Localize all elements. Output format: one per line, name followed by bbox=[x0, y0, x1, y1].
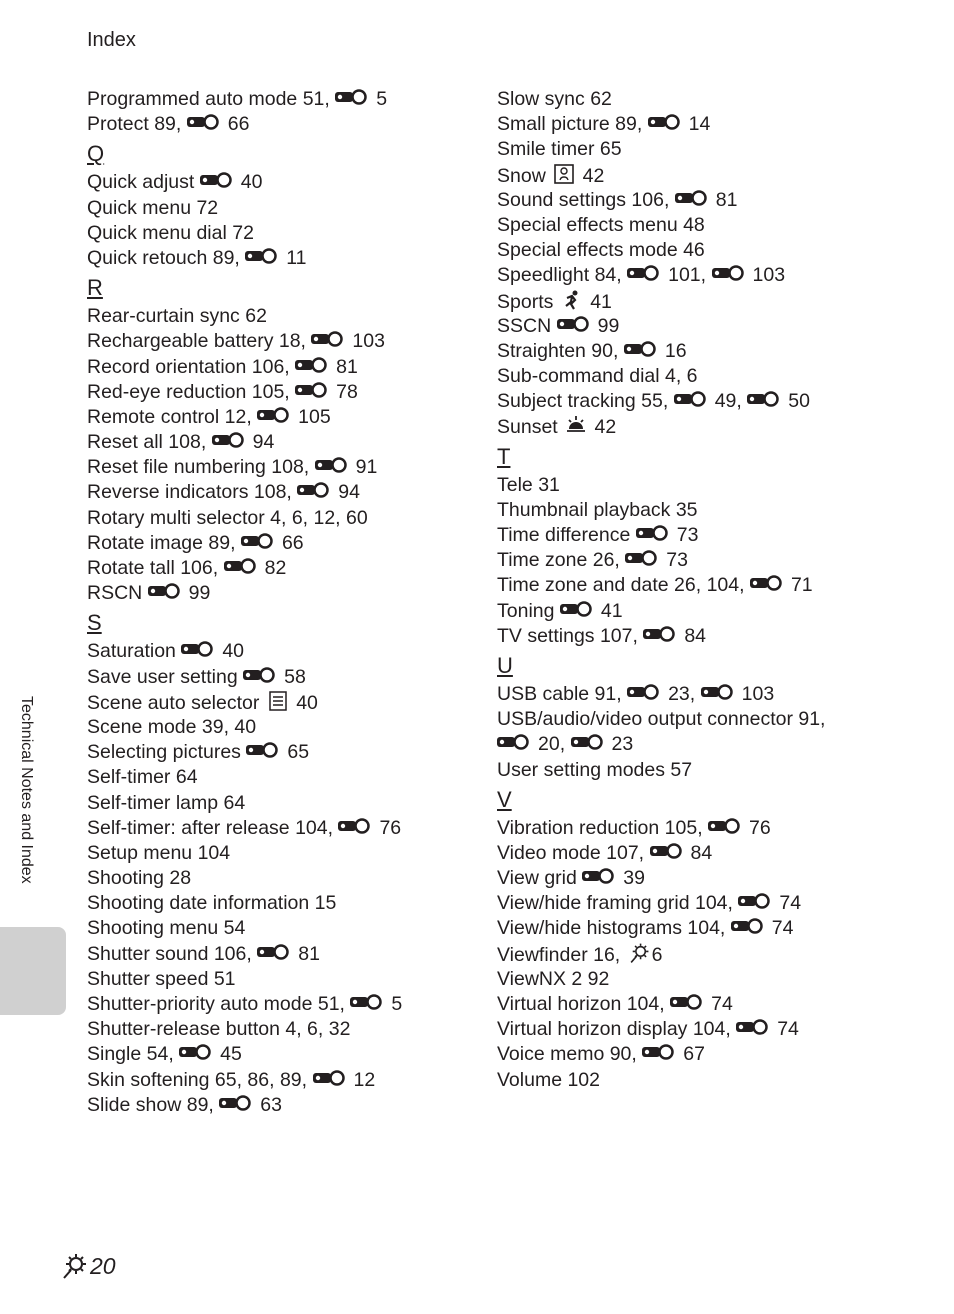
reference-section-icon bbox=[701, 683, 741, 701]
reference-section-icon bbox=[224, 557, 264, 575]
index-entry bbox=[87, 455, 487, 480]
index-entry-text: 74 bbox=[779, 892, 802, 915]
index-entry bbox=[87, 405, 487, 430]
index-entry bbox=[497, 682, 897, 707]
index-entry-text: Rotate tall 106, bbox=[87, 557, 224, 579]
index-entry bbox=[497, 364, 897, 389]
reference-section-icon bbox=[708, 817, 748, 835]
index-entry-text: 41 bbox=[584, 290, 612, 313]
index-entry-text: Protect 89, bbox=[87, 113, 187, 136]
index-entry bbox=[497, 732, 897, 757]
index-entry-text: Self-timer 64 bbox=[87, 766, 198, 789]
reference-section-icon bbox=[582, 867, 622, 885]
index-entry-text: Setup menu 104 bbox=[87, 841, 231, 864]
index-entry-text: Time zone 26, bbox=[497, 549, 626, 572]
index-entry bbox=[87, 581, 487, 606]
index-entry bbox=[497, 707, 897, 732]
index-entry-text: Quick menu 72 bbox=[87, 196, 219, 219]
index-entry bbox=[87, 430, 487, 455]
index-entry-text: Virtual horizon display 104, bbox=[497, 1018, 737, 1041]
index-entry-text: Scene mode 39, 40 bbox=[87, 715, 257, 738]
index-entry bbox=[87, 765, 487, 790]
index-entry-text: , bbox=[736, 390, 748, 413]
index-entry-text: 41 bbox=[600, 599, 623, 622]
index-entry-text: 94 bbox=[252, 431, 275, 454]
sports-icon bbox=[561, 289, 583, 311]
reference-section-icon bbox=[648, 113, 688, 131]
index-entry bbox=[87, 196, 487, 221]
index-entry-text: 23 bbox=[611, 733, 634, 756]
index-entry-text: 23 bbox=[668, 682, 690, 705]
index-entry-text: 42 bbox=[577, 164, 605, 187]
index-entry bbox=[497, 891, 897, 916]
reference-section-icon bbox=[315, 456, 355, 474]
index-entry bbox=[87, 639, 487, 664]
index-entry-text: Sound settings 106, bbox=[497, 188, 675, 211]
index-entry-text: 63 bbox=[260, 1093, 282, 1116]
index-entry-text: 66 bbox=[281, 531, 304, 554]
index-entry bbox=[497, 238, 897, 263]
index-entry-text: USB cable 91, bbox=[497, 682, 628, 705]
reference-section-icon bbox=[624, 340, 664, 358]
reference-section-icon bbox=[731, 917, 771, 935]
index-entry-text: 58 bbox=[284, 665, 306, 688]
index-entry bbox=[497, 816, 897, 841]
index-entry bbox=[497, 339, 897, 364]
index-entry-text: 101 bbox=[668, 264, 701, 287]
index-entry-text: 11 bbox=[286, 246, 307, 269]
reference-section-icon bbox=[627, 264, 667, 282]
index-entry bbox=[497, 758, 897, 783]
index-entry-text: Shooting date information 15 bbox=[87, 892, 337, 915]
index-entry-text: 67 bbox=[683, 1043, 705, 1066]
index-entry bbox=[87, 506, 487, 531]
index-letter-heading: R bbox=[87, 275, 103, 301]
index-letter-heading: V bbox=[497, 786, 512, 812]
index-entry-text: 40 bbox=[240, 171, 263, 194]
reference-section-icon bbox=[243, 666, 283, 684]
index-entry-text: 91 bbox=[355, 456, 378, 479]
index-entry-text: 76 bbox=[379, 816, 402, 839]
index-entry bbox=[87, 1068, 487, 1093]
index-entry-text: RSCN bbox=[87, 582, 148, 605]
index-entry bbox=[497, 523, 897, 548]
index-entry-text: 81 bbox=[298, 942, 320, 965]
index-entry bbox=[497, 624, 897, 649]
index-entry-text: Self-timer lamp 64 bbox=[87, 791, 246, 814]
sunset-icon bbox=[565, 414, 587, 436]
index-entry-text: Self-timer: after release 104, bbox=[87, 816, 339, 839]
index-column-left bbox=[87, 87, 487, 1118]
index-entry-text: 81 bbox=[715, 188, 738, 211]
index-entry-text: User setting modes 57 bbox=[497, 758, 693, 781]
reference-section-icon bbox=[497, 733, 537, 751]
reference-section-icon bbox=[736, 1018, 776, 1036]
index-entry-text: Remote control 12, bbox=[87, 405, 258, 428]
index-entry-text: Record orientation 106, bbox=[87, 355, 296, 378]
index-entry-text: Rear-curtain sync 62 bbox=[87, 305, 267, 328]
section-tab bbox=[0, 927, 66, 1015]
reference-section-icon bbox=[747, 390, 787, 408]
index-entry-text: Vibration reduction 105, bbox=[497, 816, 709, 839]
reference-section-icon bbox=[219, 1094, 259, 1112]
index-entry bbox=[87, 221, 487, 246]
index-entry-text: 73 bbox=[666, 549, 688, 572]
reference-section-icon bbox=[675, 189, 715, 207]
index-entry-text: 65 bbox=[287, 741, 310, 764]
index-entry-text: 14 bbox=[688, 113, 711, 136]
index-entry bbox=[497, 573, 897, 598]
index-entry bbox=[87, 380, 487, 405]
index-entry-text: Shooting menu 54 bbox=[87, 917, 246, 940]
reference-section-icon bbox=[245, 247, 285, 265]
index-entry bbox=[497, 992, 897, 1017]
reference-section-icon bbox=[625, 549, 665, 567]
reference-section-icon bbox=[335, 88, 375, 106]
reference-section-icon bbox=[650, 842, 690, 860]
index-entry bbox=[87, 304, 487, 329]
index-entry bbox=[87, 170, 487, 195]
index-entry-text: Scene auto selector bbox=[87, 691, 265, 714]
index-entry-text: Shutter sound 106, bbox=[87, 942, 258, 965]
index-entry bbox=[497, 599, 897, 624]
index-entry-text: Thumbnail playback 35 bbox=[497, 498, 698, 521]
index-letter-heading: U bbox=[497, 652, 513, 678]
index-entry bbox=[497, 289, 897, 314]
index-entry-text: Rotary multi selector 4, 6, 12, 60 bbox=[87, 506, 368, 529]
index-entry-text: TV settings 107, bbox=[497, 624, 644, 647]
index-entry bbox=[497, 1042, 897, 1067]
index-entry-text: 6 bbox=[651, 943, 663, 966]
index-entry bbox=[497, 263, 897, 288]
snow-icon bbox=[553, 163, 575, 185]
gear-tool-icon bbox=[60, 1252, 88, 1280]
index-entry-text: Time difference bbox=[497, 524, 636, 546]
reference-section-icon bbox=[295, 381, 335, 399]
index-entry-text: 103 bbox=[352, 330, 385, 353]
index-entry-text: Skin softening 65, 86, 89, bbox=[87, 1068, 313, 1091]
index-column-right bbox=[497, 87, 897, 1093]
index-entry-text: Quick retouch 89, bbox=[87, 246, 246, 269]
index-entry-text: 74 bbox=[711, 993, 733, 1015]
index-entry-text: 12 bbox=[353, 1068, 376, 1091]
reference-section-icon bbox=[241, 532, 281, 550]
index-entry-text: 20 bbox=[538, 733, 560, 756]
reference-section-icon bbox=[313, 1069, 353, 1087]
reference-section-icon bbox=[257, 943, 297, 961]
index-entry-text: 94 bbox=[338, 481, 360, 504]
index-entry-text: 49 bbox=[714, 390, 737, 413]
reference-section-icon bbox=[642, 1043, 682, 1061]
reference-section-icon bbox=[257, 406, 297, 424]
index-entry-text: Shutter speed 51 bbox=[87, 967, 236, 990]
reference-section-icon bbox=[712, 264, 752, 282]
reference-section-icon bbox=[295, 356, 335, 374]
index-entry bbox=[497, 163, 897, 188]
index-entry bbox=[87, 329, 487, 354]
index-entry-text: 42 bbox=[589, 416, 617, 439]
index-entry-text: Rotate image 89, bbox=[87, 531, 241, 554]
index-entry bbox=[87, 1017, 487, 1042]
index-entry-text: Reset all 108, bbox=[87, 431, 212, 454]
index-entry-text: SSCN bbox=[497, 314, 557, 337]
index-entry bbox=[497, 866, 897, 891]
index-entry-text: 103 bbox=[741, 682, 775, 705]
index-entry bbox=[497, 1017, 897, 1042]
index-entry-text: 103 bbox=[752, 264, 786, 287]
index-entry bbox=[87, 112, 487, 137]
reference-section-icon bbox=[297, 481, 337, 499]
index-entry bbox=[87, 246, 487, 271]
index-entry bbox=[497, 188, 897, 213]
reference-section-icon bbox=[557, 315, 597, 333]
reference-section-icon bbox=[571, 733, 611, 751]
page-header-title: Index bbox=[87, 29, 136, 51]
index-entry-text: Shooting 28 bbox=[87, 867, 192, 890]
index-entry-text: View/hide framing grid 104, bbox=[497, 892, 739, 915]
index-entry-text: Rechargeable battery 18, bbox=[87, 330, 312, 353]
index-entry-text: , bbox=[689, 682, 701, 705]
index-entry-text: 71 bbox=[790, 574, 813, 597]
index-entry-text: 50 bbox=[788, 390, 810, 413]
index-entry-text: Speedlight 84, bbox=[497, 264, 628, 287]
index-entry-text: Reset file numbering 108, bbox=[87, 456, 315, 479]
index-entry-text: 105 bbox=[298, 405, 331, 428]
index-entry bbox=[87, 816, 487, 841]
index-entry-text: Snow bbox=[497, 164, 552, 187]
index-letter-heading: S bbox=[87, 610, 102, 636]
index-entry-text: Subject tracking 55, bbox=[497, 390, 674, 413]
index-entry bbox=[87, 992, 487, 1017]
reference-section-icon bbox=[311, 330, 351, 348]
index-entry bbox=[87, 916, 487, 941]
reference-section-icon bbox=[627, 683, 667, 701]
index-entry-text: Selecting pictures bbox=[87, 741, 247, 764]
page-number bbox=[60, 1251, 116, 1281]
reference-section-icon bbox=[338, 817, 378, 835]
index-entry bbox=[87, 355, 487, 380]
index-entry bbox=[87, 665, 487, 690]
index-entry bbox=[497, 548, 897, 573]
index-entry bbox=[87, 942, 487, 967]
index-entry-text: 81 bbox=[336, 355, 358, 378]
index-entry bbox=[497, 137, 897, 162]
index-entry-text: 78 bbox=[336, 380, 358, 403]
reference-section-icon bbox=[200, 171, 240, 189]
index-entry-text: Slow sync 62 bbox=[497, 88, 612, 110]
index-entry-text: View/hide histograms 104, bbox=[497, 917, 731, 940]
page-number-text: 20 bbox=[90, 1253, 116, 1279]
index-entry-text: 45 bbox=[220, 1043, 242, 1066]
reference-section-icon bbox=[674, 390, 714, 408]
index-letter-heading: T bbox=[497, 443, 511, 469]
index-entry bbox=[497, 498, 897, 523]
index-entry-text: Special effects mode 46 bbox=[497, 239, 705, 262]
index-entry bbox=[87, 531, 487, 556]
index-entry-text: 82 bbox=[264, 557, 287, 579]
index-entry-text: Red-eye reduction 105, bbox=[87, 380, 296, 403]
index-entry-text: 66 bbox=[227, 113, 250, 136]
reference-section-icon bbox=[246, 741, 286, 759]
index-entry bbox=[87, 891, 487, 916]
index-entry bbox=[87, 715, 487, 740]
index-entry bbox=[497, 414, 897, 439]
index-entry-text: 99 bbox=[597, 314, 620, 337]
index-entry bbox=[87, 480, 487, 505]
index-entry-text: , bbox=[559, 733, 571, 756]
index-entry-text: Quick menu dial 72 bbox=[87, 221, 254, 244]
index-entry-text: 39 bbox=[623, 867, 645, 890]
index-entry-text: 99 bbox=[188, 582, 211, 605]
reference-section-icon bbox=[181, 640, 221, 658]
index-entry bbox=[497, 314, 897, 339]
reference-section-icon bbox=[148, 582, 188, 600]
index-entry bbox=[87, 866, 487, 891]
reference-section-icon bbox=[670, 993, 710, 1011]
index-entry-text: Quick adjust bbox=[87, 171, 200, 194]
index-entry-text: Viewfinder 16, bbox=[497, 943, 626, 966]
reference-section-icon bbox=[636, 524, 676, 542]
index-entry-text: Single 54, bbox=[87, 1043, 180, 1066]
scene-auto-icon bbox=[267, 690, 289, 712]
index-entry-text: Shutter-priority auto mode 51, bbox=[87, 993, 351, 1015]
index-entry-text: Sports bbox=[497, 290, 559, 313]
index-entry-text: 16 bbox=[664, 339, 687, 362]
index-entry bbox=[497, 213, 897, 238]
index-entry bbox=[497, 1068, 897, 1093]
index-entry-text: Reverse indicators 108, bbox=[87, 481, 298, 504]
reference-section-icon bbox=[187, 113, 227, 131]
index-entry bbox=[87, 967, 487, 992]
index-entry-text: Sub-command dial 4, 6 bbox=[497, 365, 698, 388]
reference-section-icon bbox=[738, 892, 778, 910]
reference-section-icon bbox=[179, 1043, 219, 1061]
index-entry bbox=[497, 87, 897, 112]
index-entry-text: Tele 31 bbox=[497, 473, 560, 496]
index-entry-text: , bbox=[700, 264, 712, 287]
index-entry bbox=[87, 740, 487, 765]
index-entry-text: Special effects menu 48 bbox=[497, 213, 705, 236]
index-entry-text: Slide show 89, bbox=[87, 1093, 220, 1116]
index-entry-text: Shutter-release button 4, 6, 32 bbox=[87, 1018, 351, 1041]
index-entry-text: 73 bbox=[676, 524, 699, 546]
index-entry bbox=[497, 389, 897, 414]
index-letter-heading: Q bbox=[87, 141, 105, 167]
index-entry-text: Virtual horizon 104, bbox=[497, 993, 671, 1015]
reference-section-icon bbox=[350, 993, 390, 1011]
index-entry-text: Straighten 90, bbox=[497, 339, 624, 362]
index-entry-text: 76 bbox=[749, 816, 771, 839]
index-entry-text: Sunset bbox=[497, 416, 564, 439]
index-entry-text: 74 bbox=[771, 917, 794, 940]
index-entry bbox=[497, 112, 897, 137]
index-entry bbox=[87, 690, 487, 715]
gear-tool-icon bbox=[628, 942, 650, 964]
index-entry-text: 40 bbox=[290, 691, 318, 714]
index-entry bbox=[87, 1042, 487, 1067]
index-entry-text: 40 bbox=[222, 640, 245, 663]
index-entry-text: ViewNX 2 92 bbox=[497, 967, 610, 990]
index-entry-text: Programmed auto mode 51, bbox=[87, 88, 336, 110]
index-entry-text: 74 bbox=[777, 1018, 799, 1041]
index-entry-text: 84 bbox=[684, 624, 707, 647]
index-entry-text: View grid bbox=[497, 867, 583, 890]
index-entry-text: Toning bbox=[497, 599, 560, 622]
index-entry bbox=[87, 1093, 487, 1118]
index-entry bbox=[87, 556, 487, 581]
reference-section-icon bbox=[212, 431, 252, 449]
section-label: Technical Notes and Index bbox=[18, 696, 35, 884]
reference-section-icon bbox=[643, 625, 683, 643]
reference-section-icon bbox=[750, 574, 790, 592]
index-entry-text: Saturation bbox=[87, 640, 182, 663]
index-entry-text: Voice memo 90, bbox=[497, 1043, 643, 1066]
index-entry bbox=[497, 942, 897, 967]
index-entry-text: Smile timer 65 bbox=[497, 138, 622, 161]
index-entry bbox=[497, 967, 897, 992]
index-entry-text: 5 bbox=[391, 993, 403, 1015]
index-entry-text: Volume 102 bbox=[497, 1068, 600, 1091]
index-entry-text: Small picture 89, bbox=[497, 113, 648, 136]
index-entry-text: 84 bbox=[690, 841, 713, 864]
index-entry bbox=[497, 916, 897, 941]
index-entry bbox=[87, 791, 487, 816]
index-entry-text: Video mode 107, bbox=[497, 841, 650, 864]
reference-section-icon bbox=[560, 600, 600, 618]
index-entry bbox=[497, 841, 897, 866]
index-entry bbox=[87, 841, 487, 866]
index-entry-text: Time zone and date 26, 104, bbox=[497, 574, 750, 597]
index-entry bbox=[497, 473, 897, 498]
index-entry-text: 5 bbox=[376, 88, 388, 110]
index-entry-text: Save user setting bbox=[87, 665, 244, 688]
index-entry-text: USB/audio/video output connector 91, bbox=[497, 708, 826, 731]
index-entry bbox=[87, 87, 487, 112]
